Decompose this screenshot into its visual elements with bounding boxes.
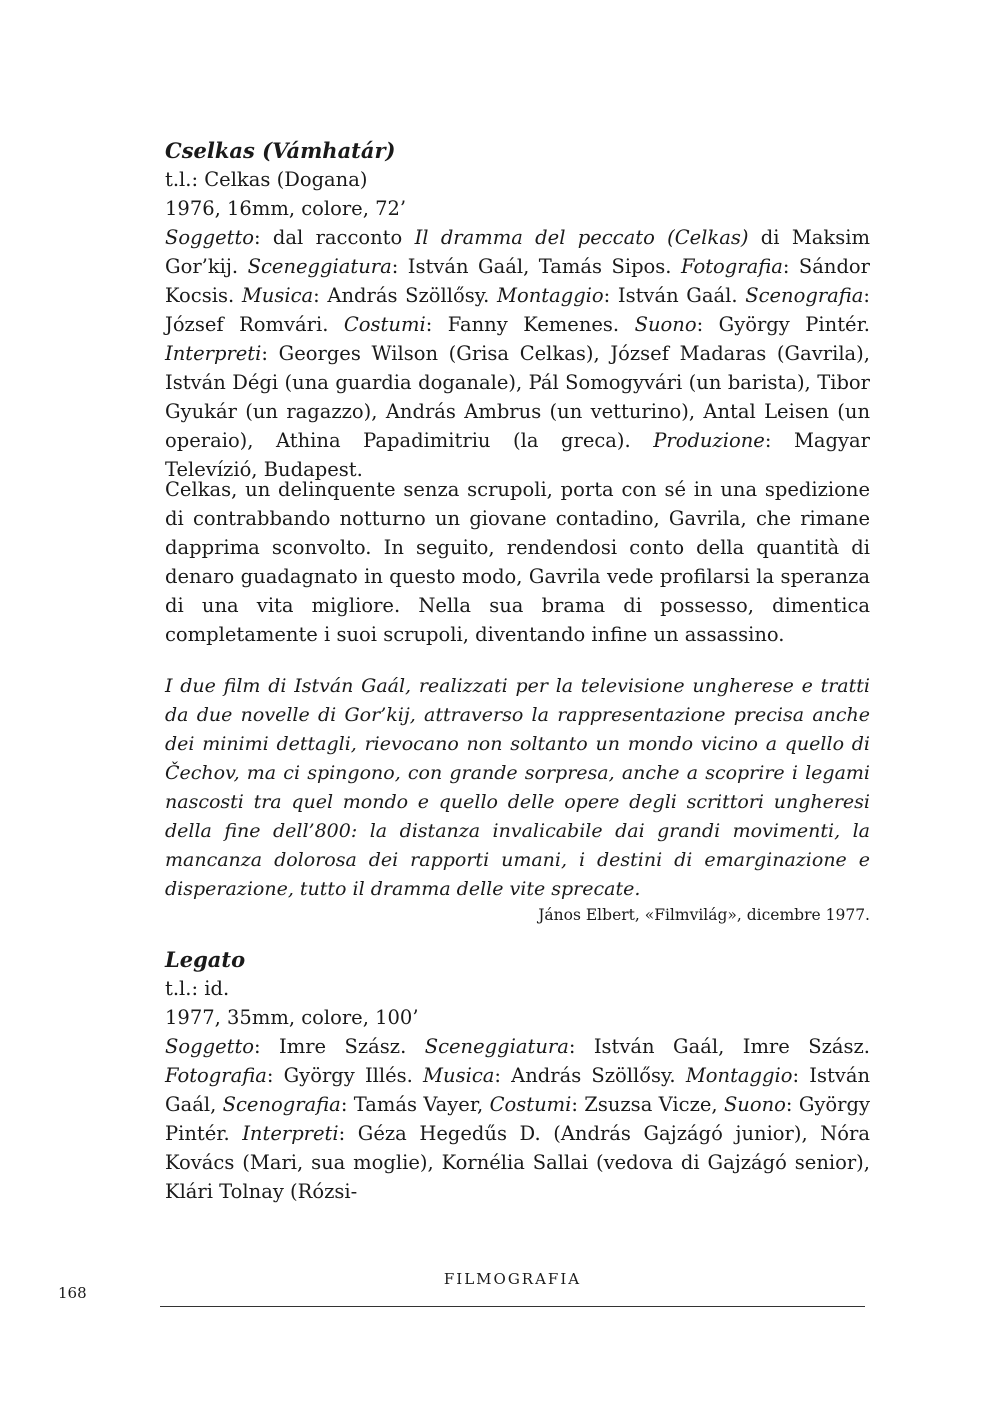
film-alt-title: t.l.: Celkas (Dogana): [165, 168, 368, 191]
film-tech-info: 1976, 16mm, colore, 72’: [165, 197, 407, 220]
credit-label: Interpreti: [165, 342, 262, 365]
footer-divider: [160, 1306, 865, 1307]
credit-label: Sceneggiatura: [247, 255, 392, 278]
credit-label: Produzione: [653, 429, 765, 452]
film-credits: Soggetto: Imre Szász. Sceneggiatura: István Gaál, Imre Szász. Fotografia: György Illés. Musica: András Szöllősy. Montaggio: István Gaál, Scenografia: Tamás Vayer, Costumi: Zsuzsa Vicze, Suono: György Pintér. Interpreti: Géza Hegedűs D. (András Gajzágó junior), Nóra Kovács (Mari, sua moglie), Kornélia Sallai (vedova di Gajzágó senior), Klári Tolnay (Rózsi-: [165, 1035, 870, 1203]
credit-value: József Romvári.: [165, 313, 344, 336]
credit-value: di Maksim Gor’kij.: [165, 226, 870, 278]
credit-label: Soggetto: [165, 226, 255, 249]
credit-value: dal racconto: [272, 226, 415, 249]
credit-value: György Illés.: [283, 1064, 424, 1087]
credit-value: István Gaál, Tamás Sipos.: [407, 255, 681, 278]
credit-label: Suono: [634, 313, 697, 336]
credit-value: István Gaál,: [165, 1064, 870, 1116]
film-entry-legato: [165, 945, 870, 1206]
credit-label: Musica: [241, 284, 314, 307]
credit-work-title: Il dramma del peccato (Celkas): [414, 226, 749, 249]
credit-value: György Pintér.: [718, 313, 870, 336]
credit-label: Suono: [723, 1093, 786, 1116]
film-credits: Soggetto: dal racconto Il dramma del peccato (Celkas) di Maksim Gor’kij. Sceneggiatura: István Gaál, Tamás Sipos. Fotografia: Sándor Kocsis. Musica: András Szöllősy. Montaggio: István Gaál. Scenografia: József Romvári. Costumi: Fanny Kemenes. Suono: György Pintér. Interpreti: Georges Wilson (Grisa Celkas), József Madaras (Gavrila), István Dégi (una guardia doganale), Pál Somogyvári (un barista), Tibor Gyukár (un ragazzo), András Ambrus (un vetturino), Antal Leisen (un operaio), Athina Papadimitriu (la greca). Produzione: Magyar Televízió, Budapest.: [165, 226, 870, 481]
credit-label: Montaggio: [685, 1064, 793, 1087]
film-entry-cselkas: [165, 136, 870, 484]
credit-value: Tamás Vayer,: [353, 1093, 490, 1116]
credit-value: György Pintér.: [165, 1093, 870, 1145]
quote-attribution: János Elbert, «Filmvilág», dicembre 1977.: [538, 906, 870, 924]
page-number: 168: [58, 1284, 87, 1302]
credit-label: Soggetto: [165, 1035, 255, 1058]
credit-label: Montaggio: [496, 284, 604, 307]
credit-value: Georges Wilson (Grisa Celkas), József Madaras (Gavrila), István Dégi (una guardia doganale), Pál Somogyvári (un barista), Tibor Gyukár (un ragazzo), András Ambrus (un vetturino), Antal Leisen (un operaio), Athina Papadimitriu (la greca).: [165, 342, 870, 452]
credit-label: Interpreti: [242, 1122, 339, 1145]
credit-label: Costumi: [343, 313, 426, 336]
film-title: Cselkas (Vámhatár): [165, 138, 396, 163]
critic-quote: I due film di István Gaál, realizzati per la televisione ungherese e tratti da due novelle di Gor’kij, attraverso la rappresentazione precisa anche dei minimi dettagli, rievocano non soltanto un mondo vicino a quello di Čechov, ma ci spingono, con grande sorpresa, anche a scoprire i legami nascosti tra quel mondo e quello delle opere degli scrittori ungheresi della fine dell’800: la distanza invalicabile dai grandi movimenti, la mancanza dolorosa dei rapporti umani, i destini di emarginazione e disperazione, tutto il dramma delle vite sprecate.: [165, 675, 870, 900]
credit-label: Sceneggiatura: [424, 1035, 569, 1058]
credit-label: Scenografia: [222, 1093, 341, 1116]
credit-value: András Szöllősy.: [327, 284, 497, 307]
credit-value: Zsuzsa Vicze,: [584, 1093, 724, 1116]
synopsis-text: Celkas, un delinquente senza scrupoli, porta con sé in una spedizione di contrabbando notturno un giovane contadino, Gavrila, che rimane dapprima sconvolto. In seguito, rendendosi conto della quantità di denaro guadagnato in questo modo, Gavrila vede profilarsi la speranza di una vita migliore. Nella sua brama di possesso, dimentica completamente i suoi scrupoli, diventando infine un assassino.: [165, 478, 870, 646]
credit-value: István Gaál, Imre Szász.: [593, 1035, 870, 1058]
credit-value: István Gaál.: [617, 284, 746, 307]
credit-label: Fotografia: [681, 255, 783, 278]
credit-value: Géza Hegedűs D. (András Gajzágó junior), Nóra Kovács (Mari, sua moglie), Kornélia Sallai (vedova di Gajzágó senior), Klári Tolnay (Rózsi-: [165, 1122, 870, 1203]
credit-value: Magyar Televízió, Budapest.: [165, 429, 870, 481]
film-tech-info: 1977, 35mm, colore, 100’: [165, 1006, 419, 1029]
credit-value: Imre Szász.: [279, 1035, 425, 1058]
credit-label: Musica: [423, 1064, 495, 1087]
film-synopsis-cselkas: [165, 475, 870, 649]
credit-label: Fotografia: [165, 1064, 267, 1087]
critic-quote-block: [165, 672, 870, 926]
running-head: FILMOGRAFIA: [443, 1270, 582, 1288]
credit-label: Scenografia: [745, 284, 864, 307]
credit-value: András Szöllősy.: [511, 1064, 686, 1087]
credit-label: Costumi: [489, 1093, 572, 1116]
credit-value: Sándor Kocsis.: [165, 255, 870, 307]
film-alt-title: t.l.: id.: [165, 977, 230, 1000]
film-title: Legato: [165, 947, 246, 972]
credit-value: Fanny Kemenes.: [447, 313, 635, 336]
